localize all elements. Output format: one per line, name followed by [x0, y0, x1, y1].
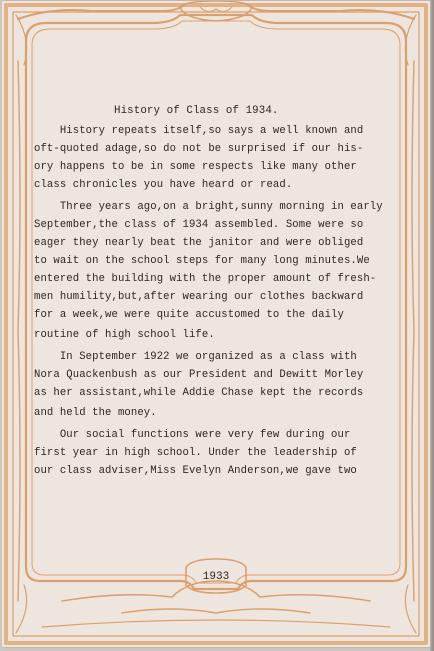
page-title: History of Class of 1934.: [114, 105, 279, 117]
text-line: Nora Quackenbush as our President and Dewitt Morley: [34, 369, 364, 381]
text-line: and held the money.: [34, 407, 157, 419]
page-number: 1933: [202, 571, 230, 583]
text-line: first year in high school. Under the leadership of: [34, 447, 357, 459]
text-line: Our social functions were very few during our: [34, 429, 351, 441]
text-line: to wait on the school steps for many long minutes.We: [34, 255, 370, 267]
text-line: oft-quoted adage,so do not be surprised if our his-: [34, 143, 364, 155]
text-line: for a week,we were quite accustomed to the daily: [34, 309, 344, 321]
ornamental-border: [2, 1, 430, 647]
yearbook-page: [2, 1, 430, 647]
text-line: September,the class of 1934 assembled. Some were so: [34, 219, 364, 231]
text-line: men humility,but,after wearing our clothes backward: [34, 291, 364, 303]
book-binding-edge: [430, 0, 434, 651]
text-line: as her assistant,while Addie Chase kept the records: [34, 387, 364, 399]
text-line: our class adviser,Miss Evelyn Anderson,we gave two: [34, 465, 357, 477]
text-line: entered the building with the proper amount of fresh-: [34, 273, 377, 285]
text-line: Three years ago,on a bright,sunny morning in early: [34, 201, 383, 213]
text-line: eager they nearly beat the janitor and were obliged: [34, 237, 364, 249]
text-line: class chronicles you have heard or read.: [34, 179, 293, 191]
text-line: routine of high school life.: [34, 329, 215, 341]
text-line: ory happens to be in some respects like many other: [34, 161, 357, 173]
text-line: History repeats itself,so says a well known and: [34, 125, 364, 137]
text-line: In September 1922 we organized as a class with: [34, 351, 357, 363]
